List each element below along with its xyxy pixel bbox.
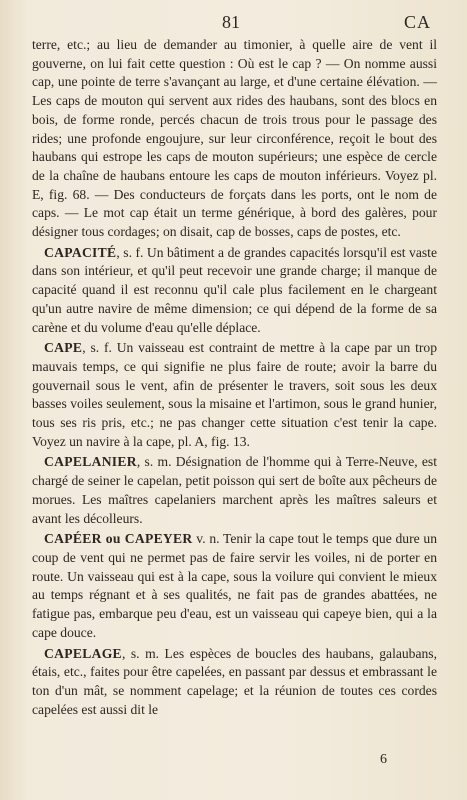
entry-capeer (32, 530, 437, 642)
entry-term: CAPE (44, 340, 83, 356)
entry-capelage (32, 645, 437, 720)
entry-text: , s. m. Désignation de l'homme qui à Terre-Neuve, est chargé de seiner le capelan, petit poisson qui sert de boîte aux pêcheurs de morues. Les maîtres capelaniers marchent après les maîtres saleurs et avant les décolleurs. (32, 454, 437, 526)
entry-capacite (32, 244, 437, 338)
entry-term: CAPÉER ou CAPEYER (44, 531, 193, 547)
entry-text: , s. f. Un bâtiment a de grandes capacités lorsqu'il est vaste dans son intérieur, et qu'il peut recevoir une grande charge; il manque de capacité quand il est reconnu qu'il cale plus facilement en le chargeant qu'un autre navire de même dimension; ce qui dépend de la forme de sa carène et du volume d'eau qu'elle déplace. (32, 244, 437, 335)
entry-text: v. n. Tenir la cape tout le temps que dure un coup de vent qui ne permet pas de faire servir les voiles, ni de porter en route. Un vaisseau qui est à la cape, sous la voilure qui convient le mieux au temps régnant et à ses qualités, ne fait pas de grandes abattées, ne fatigue pas, embarque peu d'eau, est un vaisseau qui capeye bien, qui a la cape douce. (32, 531, 437, 640)
entry-cape (32, 339, 437, 451)
entry-term: CAPELAGE (44, 645, 122, 661)
page-header (0, 12, 467, 34)
paragraph-continuation (32, 36, 437, 242)
page-body (32, 36, 437, 719)
entry-term: CAPACITÉ (44, 244, 117, 260)
paragraph-text: terre, etc.; au lieu de demander au timonier, à quelle aire de vent il gouverne, on lui fait cette question : Où est le cap ? — On nomme aussi cap, une pointe de terre s'avançant au large, et d'une certaine élévation. — Les caps de mouton qui servent aux rides des haubans, sont des blocs en bois, de forme ronde, percés chacun de trois trous pour le passage des rides; une profonde engoujure, sur leur circonférence, reçoit le bout des haubans qui estrope les caps de mouton supérieurs; une espèce de cercle de la chaîne de haubans entoure les caps de mouton inférieurs. Voyez pl. E, fig. 68. — Des conducteurs de forçats dans les ports, ont le nom de caps. — Le mot cap était un terme générique, à bord des galères, pour désigner tous cordages; on disait, cap de bosses, caps de postes, etc. (32, 37, 437, 240)
entry-term: CAPELANIER (44, 454, 137, 470)
signature-mark: 6 (380, 752, 387, 767)
entry-text: , s. m. Les espèces de boucles des haubans, galaubans, étais, etc., faites pour être capelées, en passant par dessus et embrassant le ton d'un mât, se nomment capelage; et la réunion de toutes ces cordes capelées est aussi dit le (32, 645, 437, 717)
entry-text: , s. f. Un vaisseau est contraint de mettre à la cape par un trop mauvais temps, ce qui signifie ne plus faire de route; avoir la barre du gouvernail sous le vent, afin de présenter le travers, soit sous les deux basses voiles seulement, sous la misaine et l'artimon, sous le grand hunier, tous ses ris pris, etc.; ne pas changer cette situation c'est tenir la cape. Voyez un navire à la cape, pl. A, fig. 13. (32, 340, 437, 449)
entry-capelanier (32, 453, 437, 528)
page-number: 81 (222, 12, 240, 32)
running-head: CA (403, 12, 431, 32)
